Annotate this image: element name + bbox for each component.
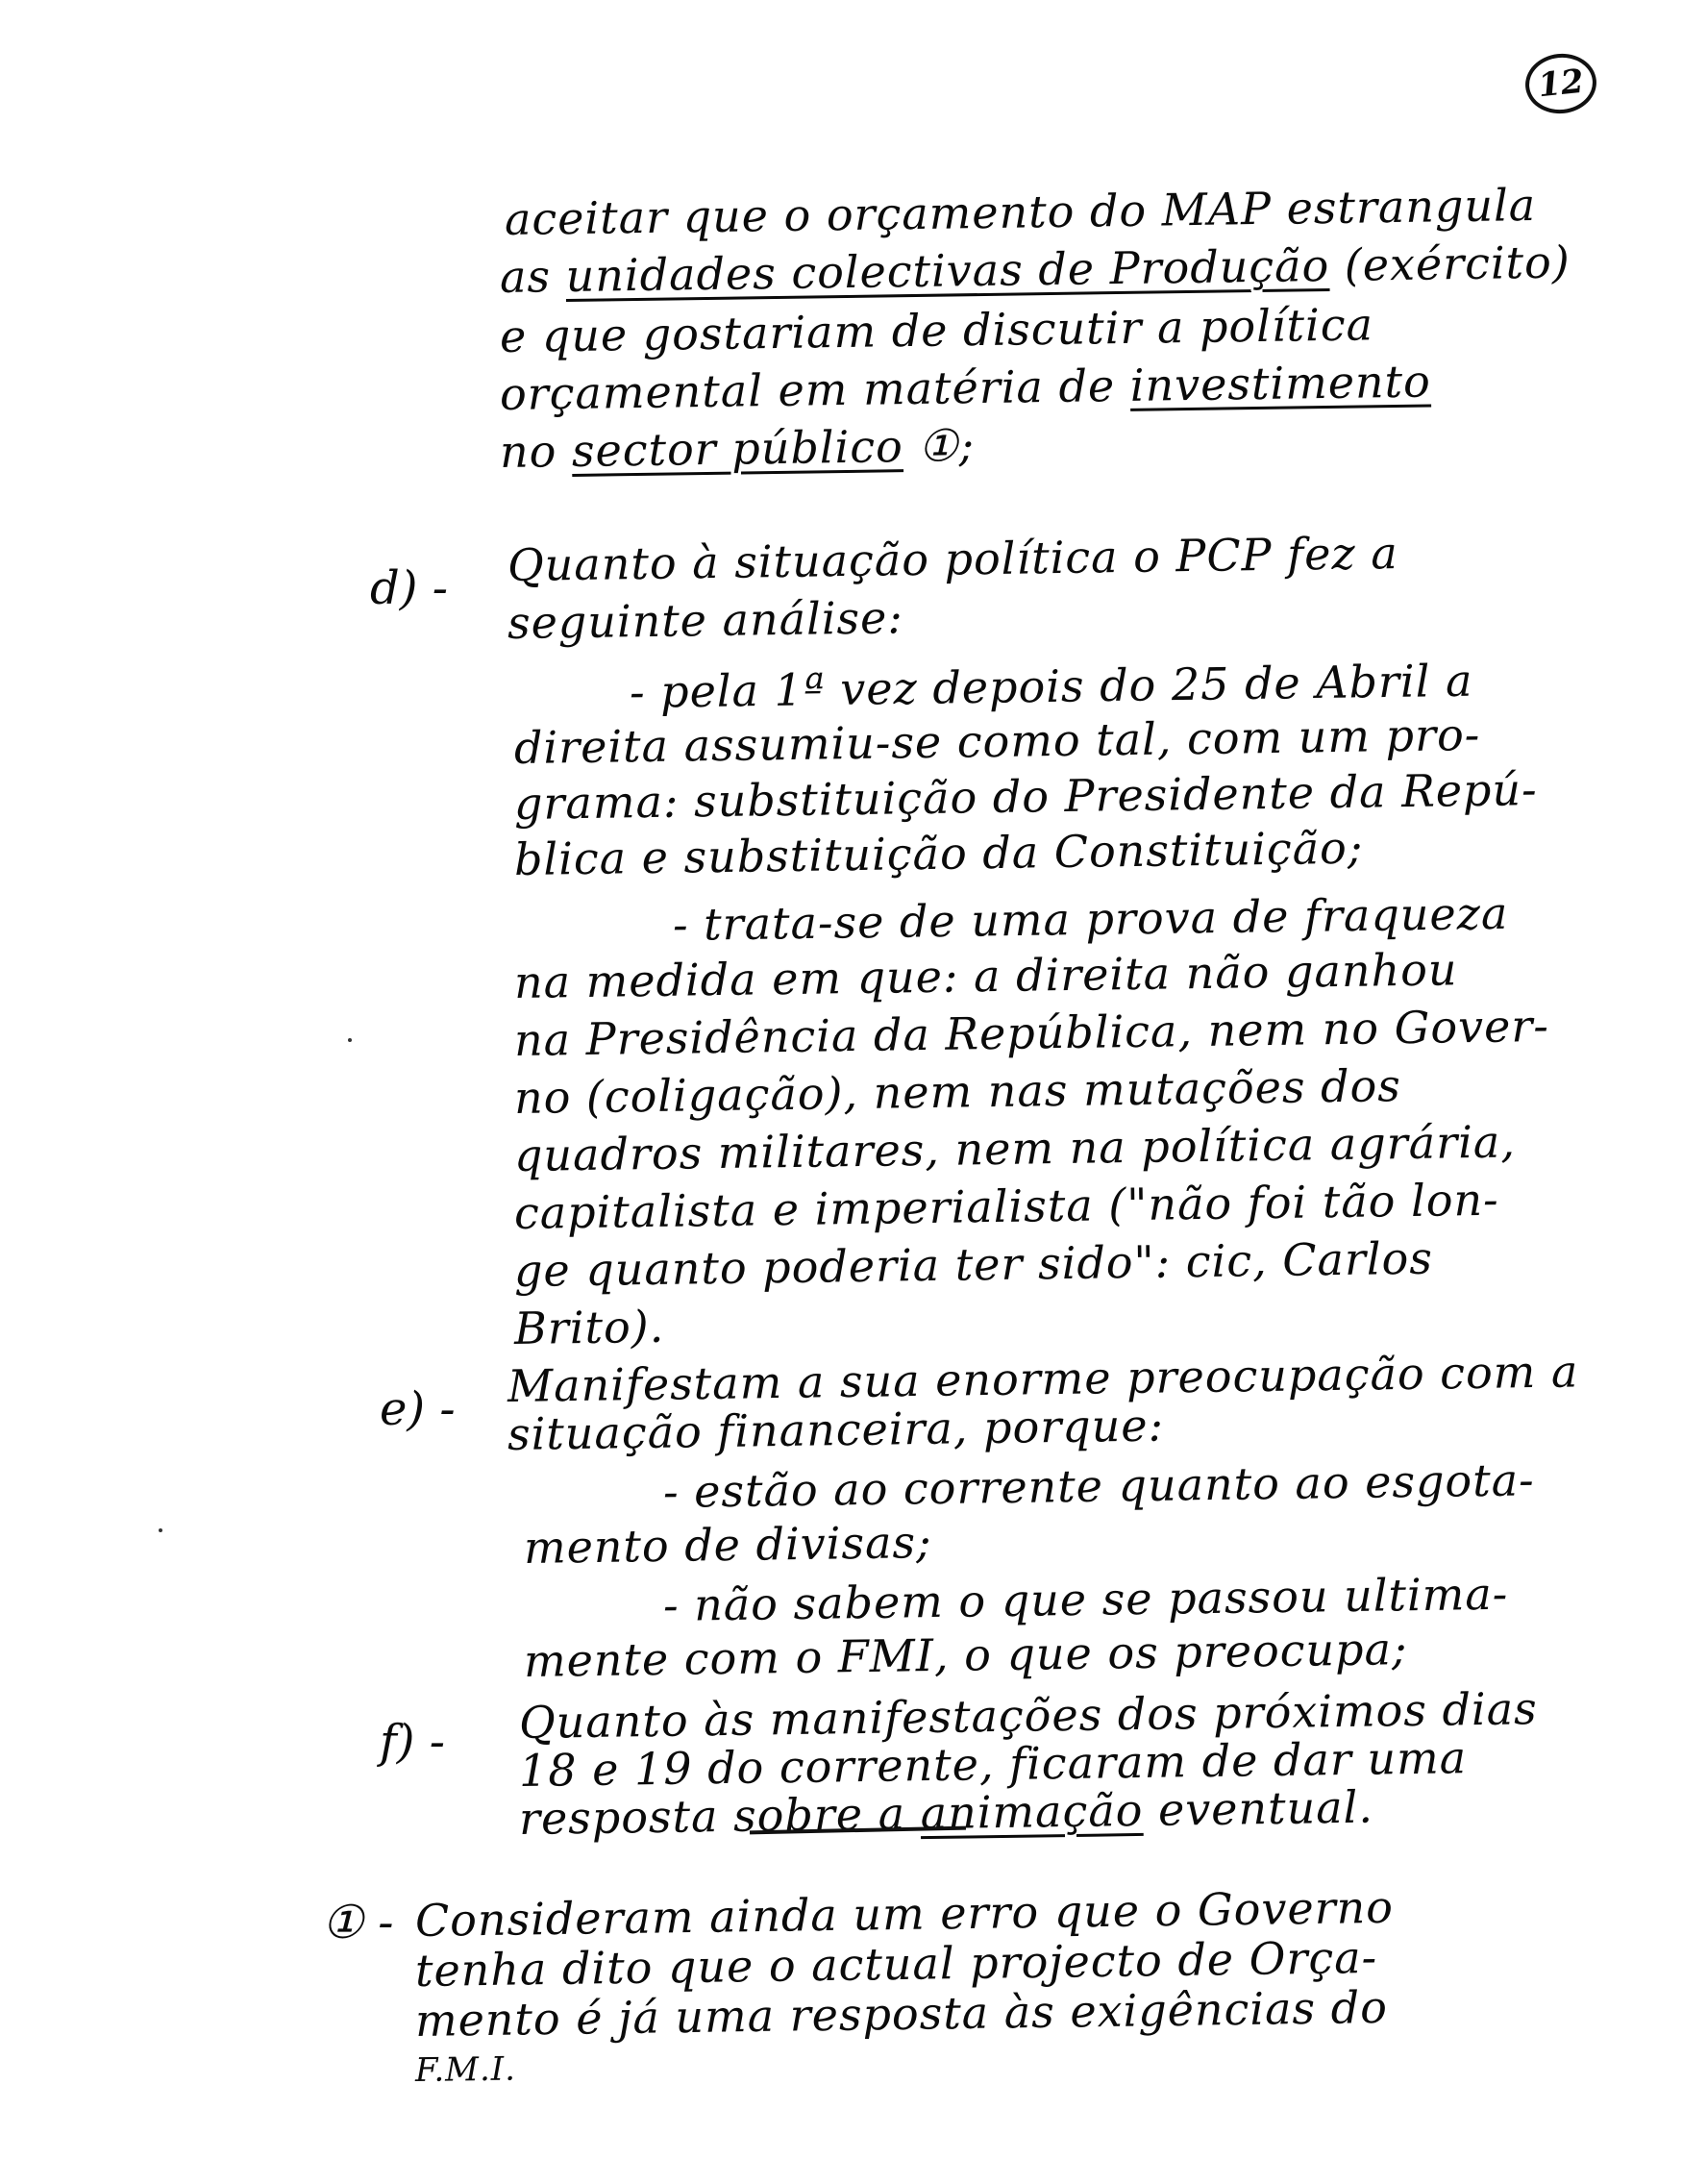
footnote-label: ① - xyxy=(322,1896,394,1949)
text-segment: resposta sobre a xyxy=(518,1787,906,1845)
item-label-e: e) - xyxy=(380,1382,456,1436)
text-line: grama: substituição do Presidente da Repú- xyxy=(513,763,1538,830)
text-line: seguinte análise: xyxy=(507,591,904,649)
text-line xyxy=(500,352,1432,423)
text-line: na medida em que: a direita não ganhou xyxy=(513,943,1458,1008)
text-line: Manifestam a sua enorme preocupação com a xyxy=(507,1345,1579,1412)
text-line: - não sabem o que se passou ultima- xyxy=(662,1567,1509,1631)
text-line: direita assumiu-se como tal, com um pro- xyxy=(513,707,1481,774)
page-number: 12 xyxy=(1522,50,1599,116)
text-segment: (exército) xyxy=(1344,236,1571,291)
text-line: 18 e 19 do corrente, ficaram de dar uma xyxy=(518,1731,1468,1797)
underlined-term: investimento xyxy=(1129,355,1432,411)
underlined-term: unidades colectivas de Produção xyxy=(565,238,1330,303)
text-line: mento de divisas; xyxy=(523,1516,932,1574)
text-line xyxy=(519,1778,1374,1848)
text-line: tenha dito que o actual projecto de Orça- xyxy=(414,1931,1378,1997)
text-line: mento é já uma resposta às exigências do xyxy=(414,1980,1389,2047)
text-line: quadros militares, nem na política agrária, xyxy=(513,1115,1517,1181)
text-line: - estão ao corrente quanto ao esgota- xyxy=(662,1453,1535,1518)
text-line: blica e substituição da Constituição; xyxy=(513,821,1364,885)
text-line: Quanto à situação política o PCP fez a xyxy=(507,527,1399,591)
underlined-term: animação xyxy=(920,1783,1144,1840)
text-line xyxy=(500,416,976,481)
text-line: e que gostariam de discutir a política xyxy=(499,298,1374,362)
text-line: aceitar que o orçamento do MAP estrangula xyxy=(504,179,1537,245)
text-segment: eventual. xyxy=(1157,1780,1374,1836)
text-line: F.M.I. xyxy=(414,2049,517,2090)
underlined-term: sector público xyxy=(571,420,904,477)
text-line: ge quanto poderia ter sido": cic, Carlos xyxy=(513,1231,1434,1297)
stray-mark xyxy=(348,1038,352,1042)
text-segment: as xyxy=(499,250,552,303)
text-line: Brito). xyxy=(513,1300,665,1354)
stray-mark xyxy=(159,1528,162,1532)
item-label-f: f) - xyxy=(380,1715,445,1769)
item-label-d: d) - xyxy=(370,561,448,615)
text-line: - pela 1ª vez depois do 25 de Abril a xyxy=(629,654,1473,718)
text-segment: no xyxy=(499,425,557,478)
text-line: - trata-se de uma prova de fraqueza xyxy=(672,886,1509,951)
text-line: na Presidência da República, nem no Gover- xyxy=(513,999,1550,1066)
text-segment: orçamental em matéria de xyxy=(499,360,1116,420)
text-line: mente com o FMI, o que os preocupa; xyxy=(523,1623,1408,1687)
text-line: Consideram ainda um erro que o Governo xyxy=(414,1880,1395,1947)
text-line: capitalista e imperialista ("não foi tão lon- xyxy=(513,1173,1499,1239)
footnote-marker: ①; xyxy=(917,419,976,472)
text-line: Quanto às manifestações dos próximos dias xyxy=(518,1682,1539,1749)
text-line: situação financeira, porque: xyxy=(507,1399,1165,1460)
text-line: no (coligação), nem nas mutações dos xyxy=(513,1059,1402,1124)
